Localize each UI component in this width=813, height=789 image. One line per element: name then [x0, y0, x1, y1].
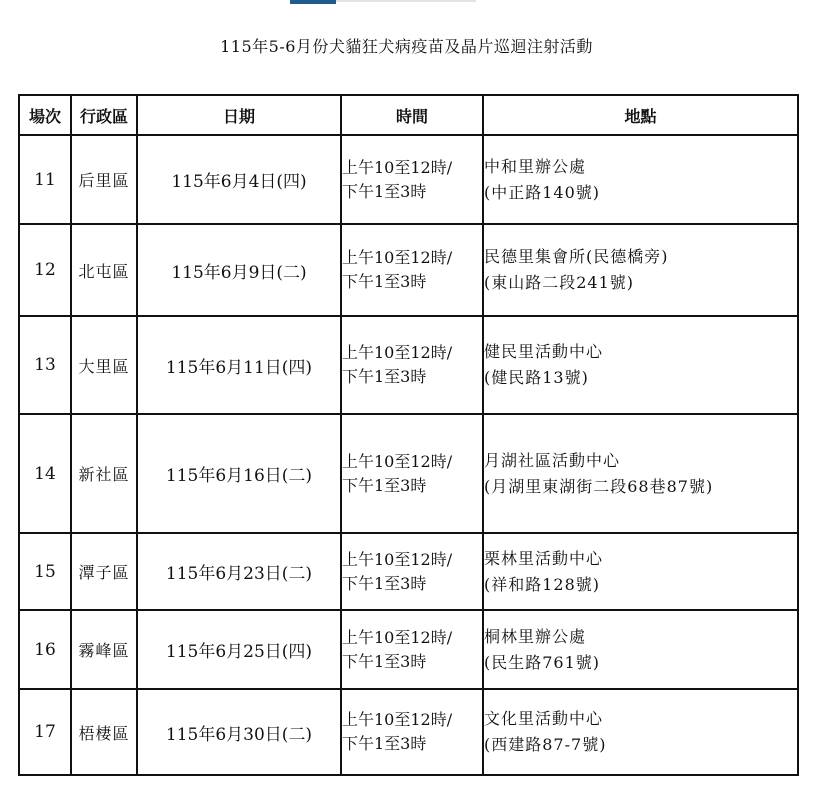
- location-cell: [483, 224, 798, 316]
- time-afternoon: 下午1至3時: [342, 367, 427, 386]
- location-address: (健民路13號): [484, 368, 589, 387]
- time-afternoon: 下午1至3時: [342, 573, 427, 593]
- time-afternoon: 下午1至3時: [342, 734, 427, 753]
- time-cell: [341, 135, 483, 224]
- time-morning: 上午10至12時/: [342, 710, 453, 729]
- header-session: 場次: [19, 95, 71, 135]
- date-cell: 115年6月25日(四): [137, 610, 341, 689]
- time-morning: 上午10至12時/: [342, 549, 453, 569]
- session-number: 15: [19, 533, 71, 610]
- time-cell: [341, 689, 483, 775]
- session-number: 16: [19, 610, 71, 689]
- header-district: 行政區: [71, 95, 137, 135]
- location-cell: [483, 610, 798, 689]
- session-number: 14: [19, 414, 71, 533]
- location-name: 桐林里辦公處: [484, 626, 587, 646]
- district-cell: 霧峰區: [71, 610, 137, 689]
- location-name: 栗林里活動中心: [484, 548, 604, 568]
- session-number: 12: [19, 224, 71, 316]
- district-cell: 新社區: [71, 414, 137, 533]
- header-date: 日期: [137, 95, 341, 135]
- location-name: 民德里集會所(民德橋旁): [484, 247, 669, 266]
- date-cell: 115年6月23日(二): [137, 533, 341, 610]
- time-afternoon: 下午1至3時: [342, 651, 427, 671]
- time-afternoon: 下午1至3時: [342, 272, 427, 291]
- time-afternoon: 下午1至3時: [342, 181, 427, 201]
- time-morning: 上午10至12時/: [342, 248, 453, 267]
- time-morning: 上午10至12時/: [342, 343, 453, 362]
- table-row: [19, 610, 798, 689]
- location-address: (東山路二段241號): [484, 273, 635, 292]
- time-cell: [341, 610, 483, 689]
- location-cell: [483, 689, 798, 775]
- date-cell: 115年6月30日(二): [137, 689, 341, 775]
- district-cell: 潭子區: [71, 533, 137, 610]
- session-number: 11: [19, 135, 71, 224]
- table-header-row: [19, 95, 798, 135]
- date-cell: 115年6月11日(四): [137, 316, 341, 414]
- district-cell: 北屯區: [71, 224, 137, 316]
- table-row: [19, 414, 798, 533]
- time-morning: 上午10至12時/: [342, 451, 453, 471]
- schedule-table: [18, 94, 799, 776]
- table-row: [19, 316, 798, 414]
- location-name: 文化里活動中心: [484, 709, 604, 728]
- table-row: [19, 533, 798, 610]
- location-cell: [483, 414, 798, 533]
- table-row: [19, 135, 798, 224]
- top-divider: [336, 0, 476, 2]
- location-cell: [483, 533, 798, 610]
- location-address: (中正路140號): [484, 182, 601, 202]
- session-number: 17: [19, 689, 71, 775]
- location-address: (民生路761號): [484, 652, 601, 672]
- header-time: 時間: [341, 95, 483, 135]
- header-location: 地點: [483, 95, 798, 135]
- session-number: 13: [19, 316, 71, 414]
- location-name: 中和里辦公處: [484, 156, 587, 176]
- time-morning: 上午10至12時/: [342, 627, 453, 647]
- location-cell: [483, 135, 798, 224]
- time-cell: [341, 414, 483, 533]
- location-cell: [483, 316, 798, 414]
- time-cell: [341, 533, 483, 610]
- time-cell: [341, 224, 483, 316]
- page-title: 115年5-6月份犬貓狂犬病疫苗及晶片巡迴注射活動: [220, 37, 593, 56]
- location-address: (西建路87-7號): [484, 735, 607, 754]
- date-cell: 115年6月16日(二): [137, 414, 341, 533]
- district-cell: 梧棲區: [71, 689, 137, 775]
- table-row: [19, 689, 798, 775]
- top-accent-bar: [290, 0, 336, 4]
- time-morning: 上午10至12時/: [342, 157, 453, 177]
- date-cell: 115年6月4日(四): [137, 135, 341, 224]
- table-row: [19, 224, 798, 316]
- date-cell: 115年6月9日(二): [137, 224, 341, 316]
- location-address: (祥和路128號): [484, 574, 601, 594]
- district-cell: 大里區: [71, 316, 137, 414]
- district-cell: 后里區: [71, 135, 137, 224]
- location-name: 月湖社區活動中心: [484, 450, 621, 470]
- location-name: 健民里活動中心: [484, 342, 604, 361]
- location-address: (月湖里東湖街二段68巷87號): [484, 476, 714, 496]
- time-cell: [341, 316, 483, 414]
- time-afternoon: 下午1至3時: [342, 475, 427, 495]
